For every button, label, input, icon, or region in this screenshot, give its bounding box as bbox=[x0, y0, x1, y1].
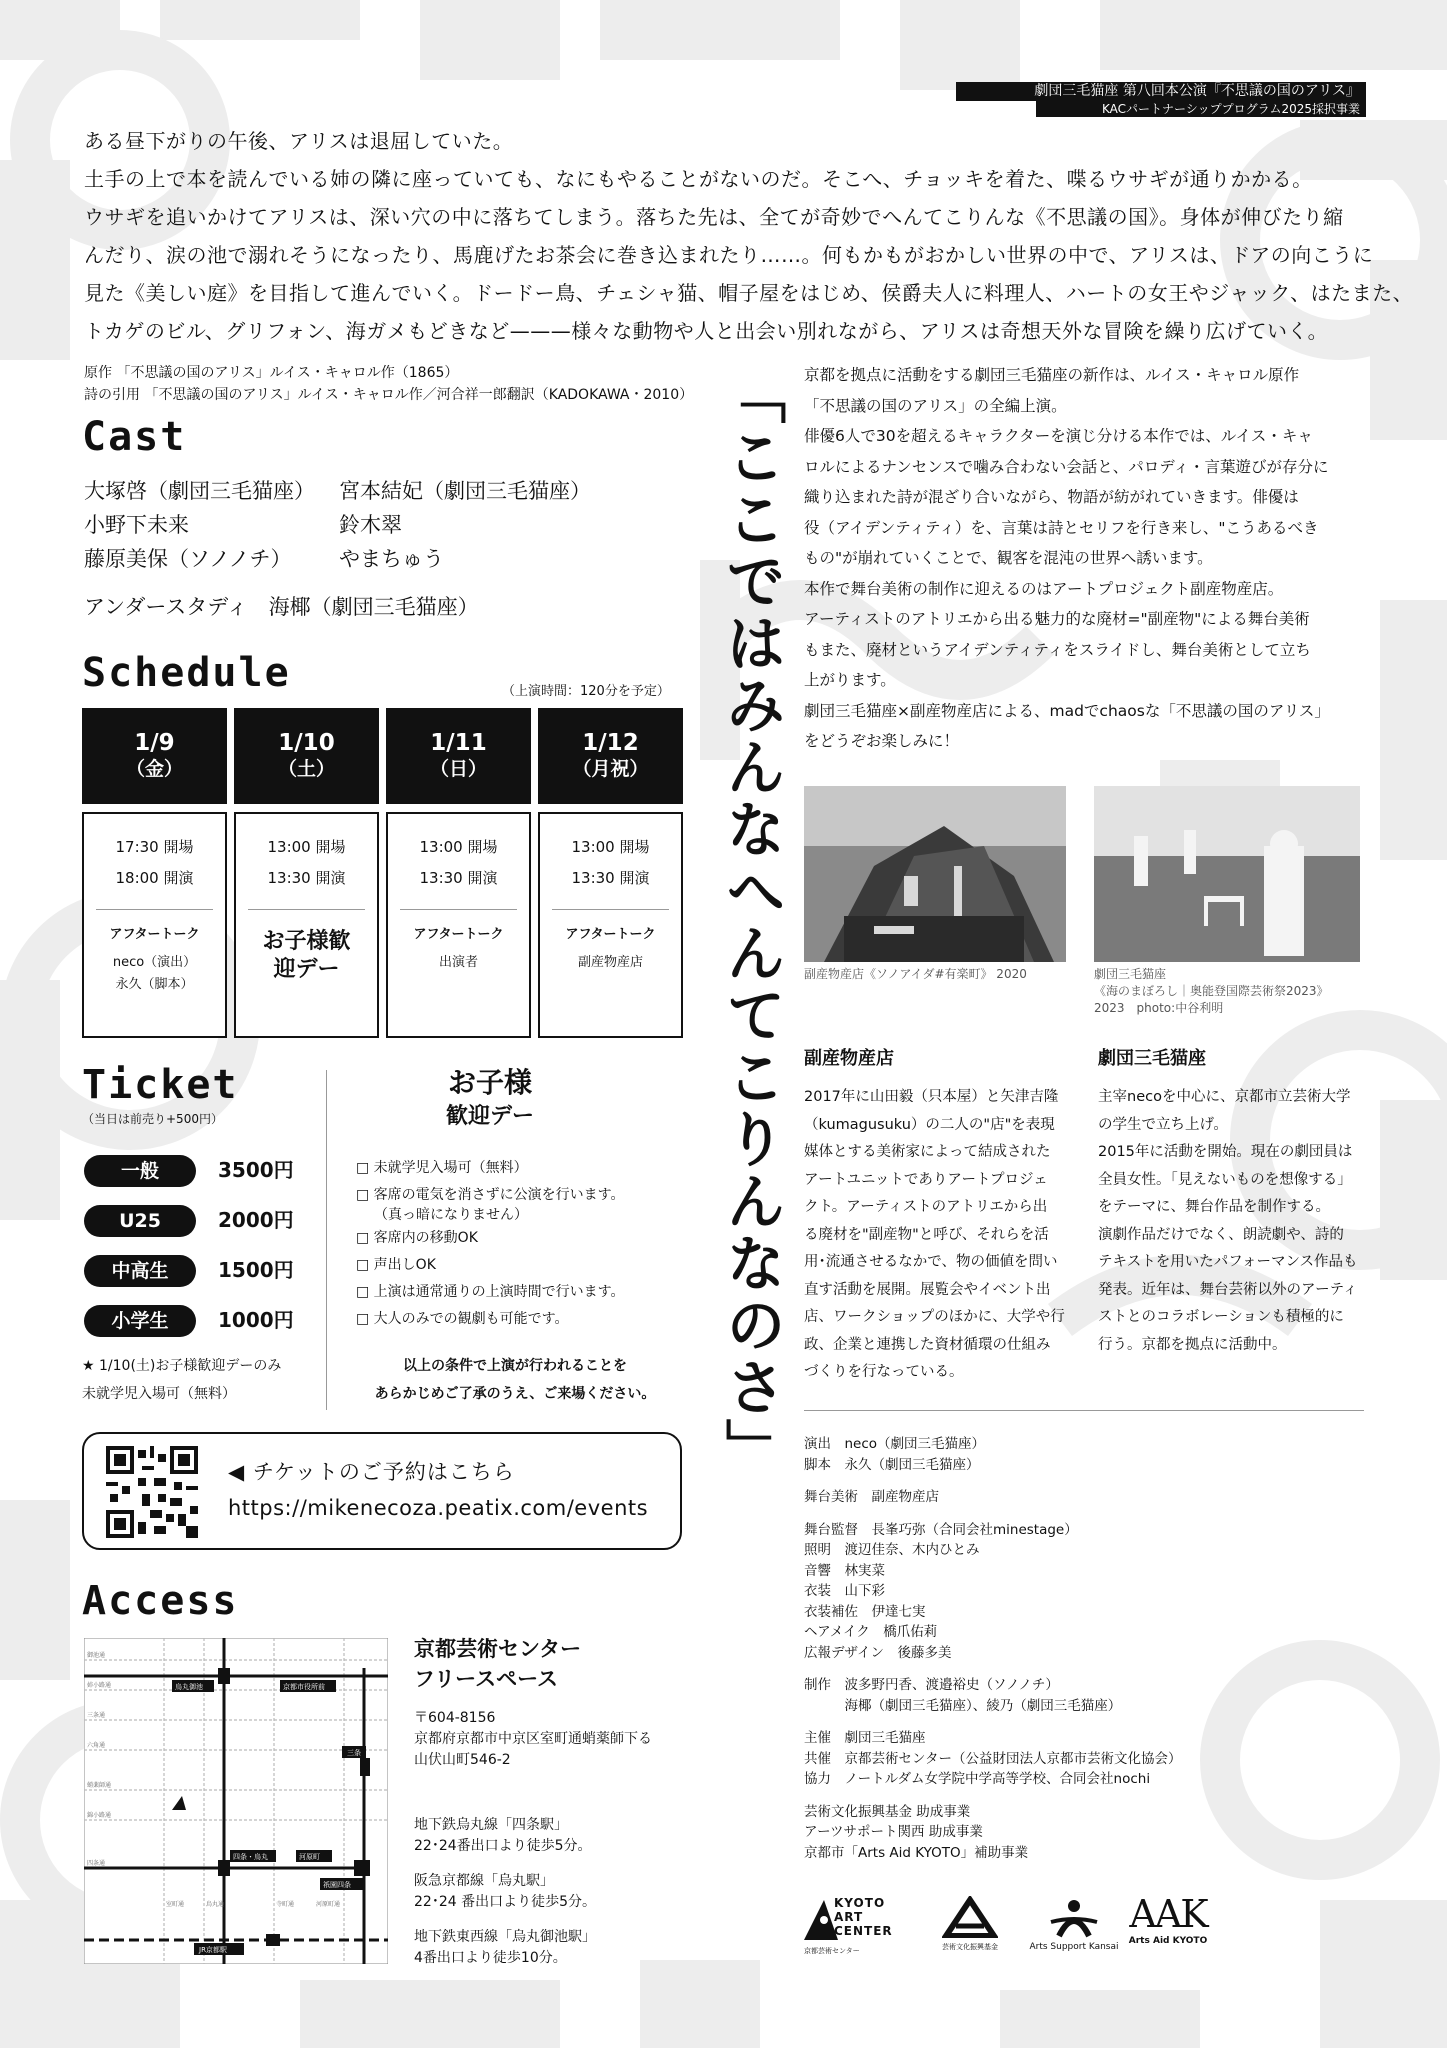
condition-item-note: （真っ暗になりません） bbox=[374, 1207, 528, 1223]
credit-line: 演出 neco（劇団三毛猫座） bbox=[804, 1436, 986, 1452]
route-detail: 22･24番出口より徒歩5分。 bbox=[414, 1838, 592, 1854]
intro-line: 俳優6人で30を超えるキャラクターを演じ分ける本作では、ルイス・キャ bbox=[804, 427, 1313, 445]
day-of-week: （月祝） bbox=[572, 758, 649, 780]
schedule-day bbox=[234, 708, 379, 1038]
profile-line: づくりを行なっている。 bbox=[804, 1364, 964, 1380]
credit-line: 共催 京都芸術センター（公益財団法人京都市芸術文化協会） bbox=[804, 1750, 1182, 1767]
profile-line: 2017年に山田毅（只本屋）と矢津吉隆 bbox=[804, 1089, 1059, 1105]
profile-line: 直す活動を展開。展覧会やイベント出 bbox=[804, 1281, 1051, 1298]
map-station: 河原町 bbox=[299, 1853, 320, 1861]
ask-mark-icon bbox=[1049, 1896, 1099, 1938]
cast-member: やまちゅう bbox=[339, 547, 444, 571]
ticket-prices bbox=[84, 1154, 294, 1354]
map-station: JR京都駅 bbox=[199, 1946, 227, 1954]
schedule-day bbox=[82, 708, 227, 1038]
day-header bbox=[386, 708, 531, 804]
venue-address: 山伏山町546-2 bbox=[414, 1752, 511, 1768]
day-details bbox=[538, 812, 683, 1038]
reservation-url[interactable]: https://mikenecoza.peatix.com/events bbox=[228, 1496, 649, 1520]
day-header bbox=[538, 708, 683, 804]
map-street: 姉小路通 bbox=[87, 1682, 112, 1689]
price-category: U25 bbox=[84, 1205, 196, 1237]
photo-caption-line: 劇団三毛猫座 bbox=[1094, 967, 1167, 981]
day-of-week: （金） bbox=[125, 758, 183, 780]
schedule-runtime: （上演時間：120分を予定） bbox=[502, 684, 670, 699]
map-street: 蛸薬師通 bbox=[87, 1782, 112, 1789]
map-street: 錦小路通 bbox=[87, 1812, 112, 1819]
profile-line: テキストを用いたパフォーマンス作品も bbox=[1098, 1254, 1358, 1270]
intro-line: もまた、廃材というアイデンティティをスライドし、舞台美術として立ち bbox=[804, 640, 1311, 659]
access-info bbox=[414, 1634, 652, 1969]
after-talk-guest: 副産物産店 bbox=[577, 955, 643, 970]
reservation-box[interactable] bbox=[82, 1432, 682, 1550]
condition-item: □ 声出しOK bbox=[356, 1257, 436, 1273]
map-station: 四条・烏丸 bbox=[233, 1853, 268, 1861]
price-category: 小学生 bbox=[84, 1305, 196, 1337]
route-line: 阪急京都線「烏丸駅」 bbox=[414, 1873, 554, 1889]
profile-line: の学生で立ち上げ。 bbox=[1098, 1116, 1228, 1133]
photo-caption-line: 《海のまぼろし｜奥能登国際芸術祭2023》 bbox=[1094, 984, 1329, 998]
story-text bbox=[84, 122, 1413, 350]
logo-subtext: Arts Aid KYOTO bbox=[1128, 1936, 1208, 1946]
credit-line: 音響 林実菜 bbox=[804, 1562, 885, 1579]
kids-note-line: 以上の条件で上演が行われることを bbox=[403, 1358, 627, 1374]
header bbox=[956, 82, 1366, 117]
access-map bbox=[84, 1638, 388, 1964]
profile-line: 発表。近年は、舞台芸術以外のアーティ bbox=[1098, 1281, 1358, 1298]
day-date: 1/12 bbox=[582, 730, 639, 756]
map-street: 三条通 bbox=[87, 1712, 106, 1719]
day-details bbox=[234, 812, 379, 1038]
logo-arts-aid-kyoto bbox=[1108, 1892, 1228, 1946]
condition-item: □ 未就学児入場可（無料） bbox=[356, 1160, 528, 1176]
source-original: 原作 「不思議の国のアリス」ルイス・キャロル作（1865） bbox=[84, 365, 459, 381]
story-line: んだり、涙の池で溺れそうになったり、馬鹿げたお茶会に巻き込まれたり……。何もかもがおかしい世界の中で、アリスは、ドアの向こうに bbox=[84, 243, 1374, 267]
profile-line: る廃材を"副産物"と呼び、それらを活 bbox=[804, 1226, 1049, 1243]
credit-line: アーツサポート関西 助成事業 bbox=[804, 1824, 983, 1840]
day-details bbox=[82, 812, 227, 1038]
logo-text: Arts Support Kansai bbox=[1029, 1942, 1119, 1952]
day-details bbox=[386, 812, 531, 1038]
qr-code-icon[interactable] bbox=[106, 1446, 198, 1538]
credit-line: 制作 波多野円香、渡邉裕史（ソノノチ） bbox=[804, 1677, 1059, 1693]
cast-member: 大塚啓（劇団三毛猫座） bbox=[84, 479, 315, 503]
map-station: 烏丸御池 bbox=[175, 1683, 203, 1691]
map-street: 六角通 bbox=[87, 1742, 106, 1749]
day-of-week: （土） bbox=[277, 758, 335, 780]
divider bbox=[326, 1070, 327, 1410]
profile-line: 用･流通させるなかで、物の価値を問い bbox=[804, 1254, 1058, 1270]
credit-line: 衣装 山下彩 bbox=[804, 1583, 885, 1599]
reservation-label: ◀ チケットのご予約はこちら bbox=[228, 1460, 515, 1484]
intro-line: アーティストのアトリエから出る魅力的な廃材="副産物"による舞台美術 bbox=[804, 610, 1310, 628]
price-value: 1000円 bbox=[218, 1308, 294, 1332]
profile-line: クト。アーティストのアトリエから出 bbox=[804, 1199, 1048, 1215]
profile-line: をテーマに、舞台作品を制作する。 bbox=[1098, 1199, 1330, 1215]
intro-line: 「不思議の国のアリス」の全編上演。 bbox=[804, 396, 1067, 415]
start-time: 13:30 開演 bbox=[267, 869, 346, 887]
photo-caption: 副産物産店《ソノアイダ#有楽町》 2020 bbox=[804, 967, 1027, 981]
map-station: 京都市役所前 bbox=[283, 1683, 325, 1691]
credit-line: 協力 ノートルダム女学院中学高等学校、合同会社nochi bbox=[804, 1771, 1151, 1787]
day-date: 1/10 bbox=[278, 730, 335, 756]
day-date: 1/9 bbox=[134, 730, 175, 756]
map-street: 寺町通 bbox=[276, 1901, 295, 1908]
story-line: 見た《美しい庭》を目指して進んでいく。ドードー鳥、チェシャ猫、帽子屋をはじめ、侯爵夫人に料理人、ハートの女王やジャック、はたまた、 bbox=[84, 281, 1414, 305]
price-category: 一般 bbox=[84, 1155, 196, 1187]
route-detail: 4番出口より徒歩10分。 bbox=[414, 1950, 567, 1966]
story-line: ある昼下がりの午後、アリスは退屈していた。 bbox=[84, 129, 514, 153]
photo-installation bbox=[804, 786, 1066, 962]
divider bbox=[804, 1410, 1364, 1411]
credit-line: 照明 渡辺佳奈、木内ひとみ bbox=[804, 1542, 980, 1558]
access-heading: Access bbox=[82, 1578, 239, 1624]
credit-line: ヘアメイク 橋爪佑莉 bbox=[804, 1624, 938, 1640]
price-value: 1500円 bbox=[218, 1258, 294, 1282]
map-station: 祇園四条 bbox=[323, 1881, 351, 1889]
route-detail: 22･24 番出口より徒歩5分。 bbox=[414, 1894, 596, 1910]
photo-caption bbox=[1094, 966, 1329, 1017]
condition-item: □ 大人のみでの観劇も可能です。 bbox=[356, 1311, 569, 1327]
tagline: 「ここではみんなへんてこりんなのさ」 bbox=[716, 364, 786, 1480]
venue-room: フリースペース bbox=[414, 1667, 559, 1691]
credit-line: 海椰（劇団三毛猫座）、綾乃（劇団三毛猫座） bbox=[804, 1697, 1122, 1714]
venue-name: 京都芸術センター bbox=[414, 1637, 582, 1661]
logo-text: 芸術文化振興基金 bbox=[942, 1943, 998, 1951]
venue-postal: 〒604-8156 bbox=[414, 1710, 496, 1726]
intro-line: ロルによるナンセンスで噛み合わない会話と、パロディ・言葉遊びが存分に bbox=[804, 457, 1329, 476]
day-header bbox=[234, 708, 379, 804]
day-header bbox=[82, 708, 227, 804]
profile-name: 劇団三毛猫座 bbox=[1098, 1048, 1206, 1069]
after-talk-title: アフタートーク bbox=[109, 927, 200, 942]
kids-day-logo: お子様歓迎デー bbox=[262, 929, 351, 982]
condition-item: □ 客席内の移動OK bbox=[356, 1230, 478, 1246]
credit-line: 舞台美術 副産物産店 bbox=[804, 1489, 939, 1505]
day-date: 1/11 bbox=[430, 730, 487, 756]
intro-line: もの"が崩れていくことで、観客を混沌の世界へ誘います。 bbox=[804, 549, 1213, 567]
profile-text bbox=[1098, 1084, 1378, 1359]
credit-line: 脚本 永久（劇団三毛猫座） bbox=[804, 1456, 980, 1473]
after-talk-guest: neco（演出） bbox=[112, 955, 197, 970]
price-value: 3500円 bbox=[218, 1158, 294, 1182]
profile-line: 媒体とする美術家によって結成された bbox=[804, 1144, 1051, 1160]
logo-text: AAK bbox=[1129, 1892, 1207, 1936]
cast-understudy: アンダースタディ 海椰（劇団三毛猫座） bbox=[84, 595, 479, 619]
map-street: 御池通 bbox=[87, 1652, 106, 1659]
logo-text: KYOTO ART CENTER bbox=[834, 1896, 893, 1938]
credit-line: 京都市「Arts Aid KYOTO」補助事業 bbox=[804, 1844, 1029, 1861]
logo-japan-arts-fund bbox=[930, 1896, 1010, 1952]
open-time: 13:00 開場 bbox=[571, 838, 650, 856]
profile-line: 政、企業と連携した資材循環の仕組み bbox=[804, 1336, 1051, 1353]
cast-member: 鈴木翠 bbox=[339, 513, 402, 537]
open-time: 17:30 開場 bbox=[115, 838, 194, 856]
kids-logo-line: お子様 bbox=[447, 1066, 532, 1099]
source-credits bbox=[84, 362, 693, 406]
profile-name: 副産物産店 bbox=[804, 1048, 894, 1069]
profile-line: アートユニットでありアートプロジェ bbox=[804, 1171, 1048, 1188]
staff-credits bbox=[804, 1434, 1181, 1863]
schedule-day bbox=[386, 708, 531, 1038]
route-line: 地下鉄東西線「烏丸御池駅」 bbox=[414, 1929, 596, 1945]
profile-line: 店、ワークショップのほかに、大学や行 bbox=[804, 1309, 1065, 1325]
profile-line: 2015年に活動を開始。現在の劇団員は bbox=[1098, 1144, 1353, 1160]
ticket-note: （当日は前売り+500円） bbox=[82, 1112, 223, 1126]
intro-line: 織り込まれた詩が混ざり合いながら、物語が紡がれていきます。俳優は bbox=[804, 488, 1299, 506]
credit-line: 広報デザイン 後藤多美 bbox=[804, 1644, 952, 1661]
kac-mark-icon bbox=[804, 1900, 838, 1940]
cast-heading: Cast bbox=[82, 414, 187, 460]
profile-line: 主宰necoを中心に、京都市立芸術大学 bbox=[1098, 1089, 1351, 1105]
after-talk-guest: 永久（脚本） bbox=[115, 977, 194, 992]
day-of-week: （日） bbox=[429, 758, 487, 780]
map-station: 三条 bbox=[347, 1749, 361, 1757]
condition-item: □ 客席の電気を消さずに公演を行います。 bbox=[356, 1187, 625, 1203]
intro-text bbox=[804, 360, 1374, 757]
condition-item: □ 上演は通常通りの上演時間で行います。 bbox=[356, 1284, 625, 1300]
profile-line: （kumagusuku）の二人の"店"を表現 bbox=[804, 1116, 1055, 1133]
story-line: 土手の上で本を読んでいる姉の隣に座っていても、なにもやることがないのだ。そこへ、チョッキを着た、喋るウサギが通りかかる。 bbox=[84, 167, 1313, 191]
jaf-mark-icon bbox=[942, 1896, 998, 1938]
venue-address: 京都府京都市中京区室町通蛸薬師下る bbox=[414, 1731, 652, 1747]
intro-line: 京都を拠点に活動をする劇団三毛猫座の新作は、ルイス・キャロル原作 bbox=[804, 366, 1300, 384]
kids-day-logo bbox=[430, 1066, 550, 1134]
map-street: 河原町通 bbox=[316, 1901, 341, 1908]
credit-line: 舞台監督 長峯巧弥（合同会社minestage） bbox=[804, 1521, 1078, 1538]
price-category: 中高生 bbox=[84, 1255, 196, 1287]
schedule-table bbox=[82, 708, 682, 1038]
start-time: 13:30 開演 bbox=[571, 869, 650, 887]
intro-line: 本作で舞台美術の制作に迎えるのはアートプロジェクト副産物産店。 bbox=[804, 579, 1284, 598]
cast-member: 宮本結妃（劇団三毛猫座） bbox=[339, 479, 591, 503]
credit-line: 主催 劇団三毛猫座 bbox=[804, 1730, 926, 1746]
intro-line: 劇団三毛猫座×副産物産店による、madでchaosな「不思議の国のアリス」 bbox=[804, 701, 1330, 720]
price-value: 2000円 bbox=[218, 1208, 294, 1232]
start-time: 18:00 開演 bbox=[115, 869, 194, 887]
photo-caption-line: 2023 photo:中谷利明 bbox=[1094, 1001, 1224, 1015]
intro-line: をどうぞお楽しみに！ bbox=[804, 732, 960, 750]
map-street: 室町通 bbox=[166, 1901, 185, 1908]
intro-line: 上がります。 bbox=[804, 671, 896, 689]
photo-performance bbox=[1094, 786, 1360, 962]
profile-line: 行う。京都を拠点に活動中。 bbox=[1098, 1336, 1287, 1353]
kids-logo-line: 歓迎デー bbox=[445, 1104, 534, 1129]
start-time: 13:30 開演 bbox=[419, 869, 498, 887]
after-talk-title: アフタートーク bbox=[413, 927, 504, 942]
kids-day-note bbox=[350, 1352, 680, 1408]
header-subtitle: KACパートナーシッププログラム2025採択事業 bbox=[1036, 101, 1366, 117]
ticket-footnote-line: 未就学児入場可（無料） bbox=[82, 1386, 236, 1402]
story-line: トカゲのビル、グリフォン、海ガメもどきなど———様々な動物や人と出会い別れながら、アリスは奇想天外な冒険を繰り広げていく。 bbox=[84, 319, 1329, 343]
schedule-day bbox=[538, 708, 683, 1038]
after-talk-title: アフタートーク bbox=[565, 927, 656, 942]
open-time: 13:00 開場 bbox=[419, 838, 498, 856]
ticket-footnote-line: ★ 1/10(土)お子様歓迎デーのみ bbox=[82, 1358, 282, 1374]
cast-list bbox=[84, 474, 591, 624]
logo-subtext: 京都芸術センター bbox=[804, 1947, 860, 1955]
credit-line: 衣装補佐 伊達七実 bbox=[804, 1603, 926, 1620]
credit-line: 芸術文化振興基金 助成事業 bbox=[804, 1803, 971, 1820]
story-line: ウサギを追いかけてアリスは、深い穴の中に落ちてしまう。落ちた先は、全てが奇妙でへんてこりんな《不思議の国》。身体が伸びたり縮 bbox=[84, 205, 1344, 229]
map-street: 四条通 bbox=[87, 1860, 106, 1867]
schedule-heading: Schedule bbox=[82, 650, 291, 696]
kids-day-conditions bbox=[356, 1155, 676, 1333]
source-poem: 詩の引用 「不思議の国のアリス」ルイス・キャロル作／河合祥一郎翻訳（KADOKAWA・2010） bbox=[84, 387, 694, 403]
header-title: 劇団三毛猫座 第八回本公演『不思議の国のアリス』 bbox=[956, 82, 1366, 101]
after-talk-guest: 出演者 bbox=[438, 955, 478, 970]
profile-line: 全員女性。「見えないものを想像する」 bbox=[1098, 1171, 1352, 1188]
cast-member: 藤原美保（ソノノチ） bbox=[84, 547, 292, 571]
profile-text bbox=[804, 1084, 1084, 1387]
kids-note-line: あらかじめご了承のうえ、ご来場ください。 bbox=[374, 1386, 656, 1402]
intro-line: 役（アイデンティティ）を、言葉は詩とセリフを行き来し、"こうあるべき bbox=[804, 518, 1319, 537]
ticket-footnote bbox=[82, 1352, 281, 1408]
open-time: 13:00 開場 bbox=[267, 838, 346, 856]
map-street: 烏丸通 bbox=[206, 1901, 225, 1908]
profile-line: ストとのコラボレーションも積極的に bbox=[1098, 1309, 1344, 1325]
profile-line: 演劇作品だけでなく、朗読劇や、詩的 bbox=[1098, 1226, 1344, 1243]
cast-member: 小野下未来 bbox=[84, 513, 189, 537]
route-line: 地下鉄烏丸線「四条駅」 bbox=[414, 1817, 568, 1833]
ticket-heading: Ticket bbox=[82, 1062, 239, 1108]
